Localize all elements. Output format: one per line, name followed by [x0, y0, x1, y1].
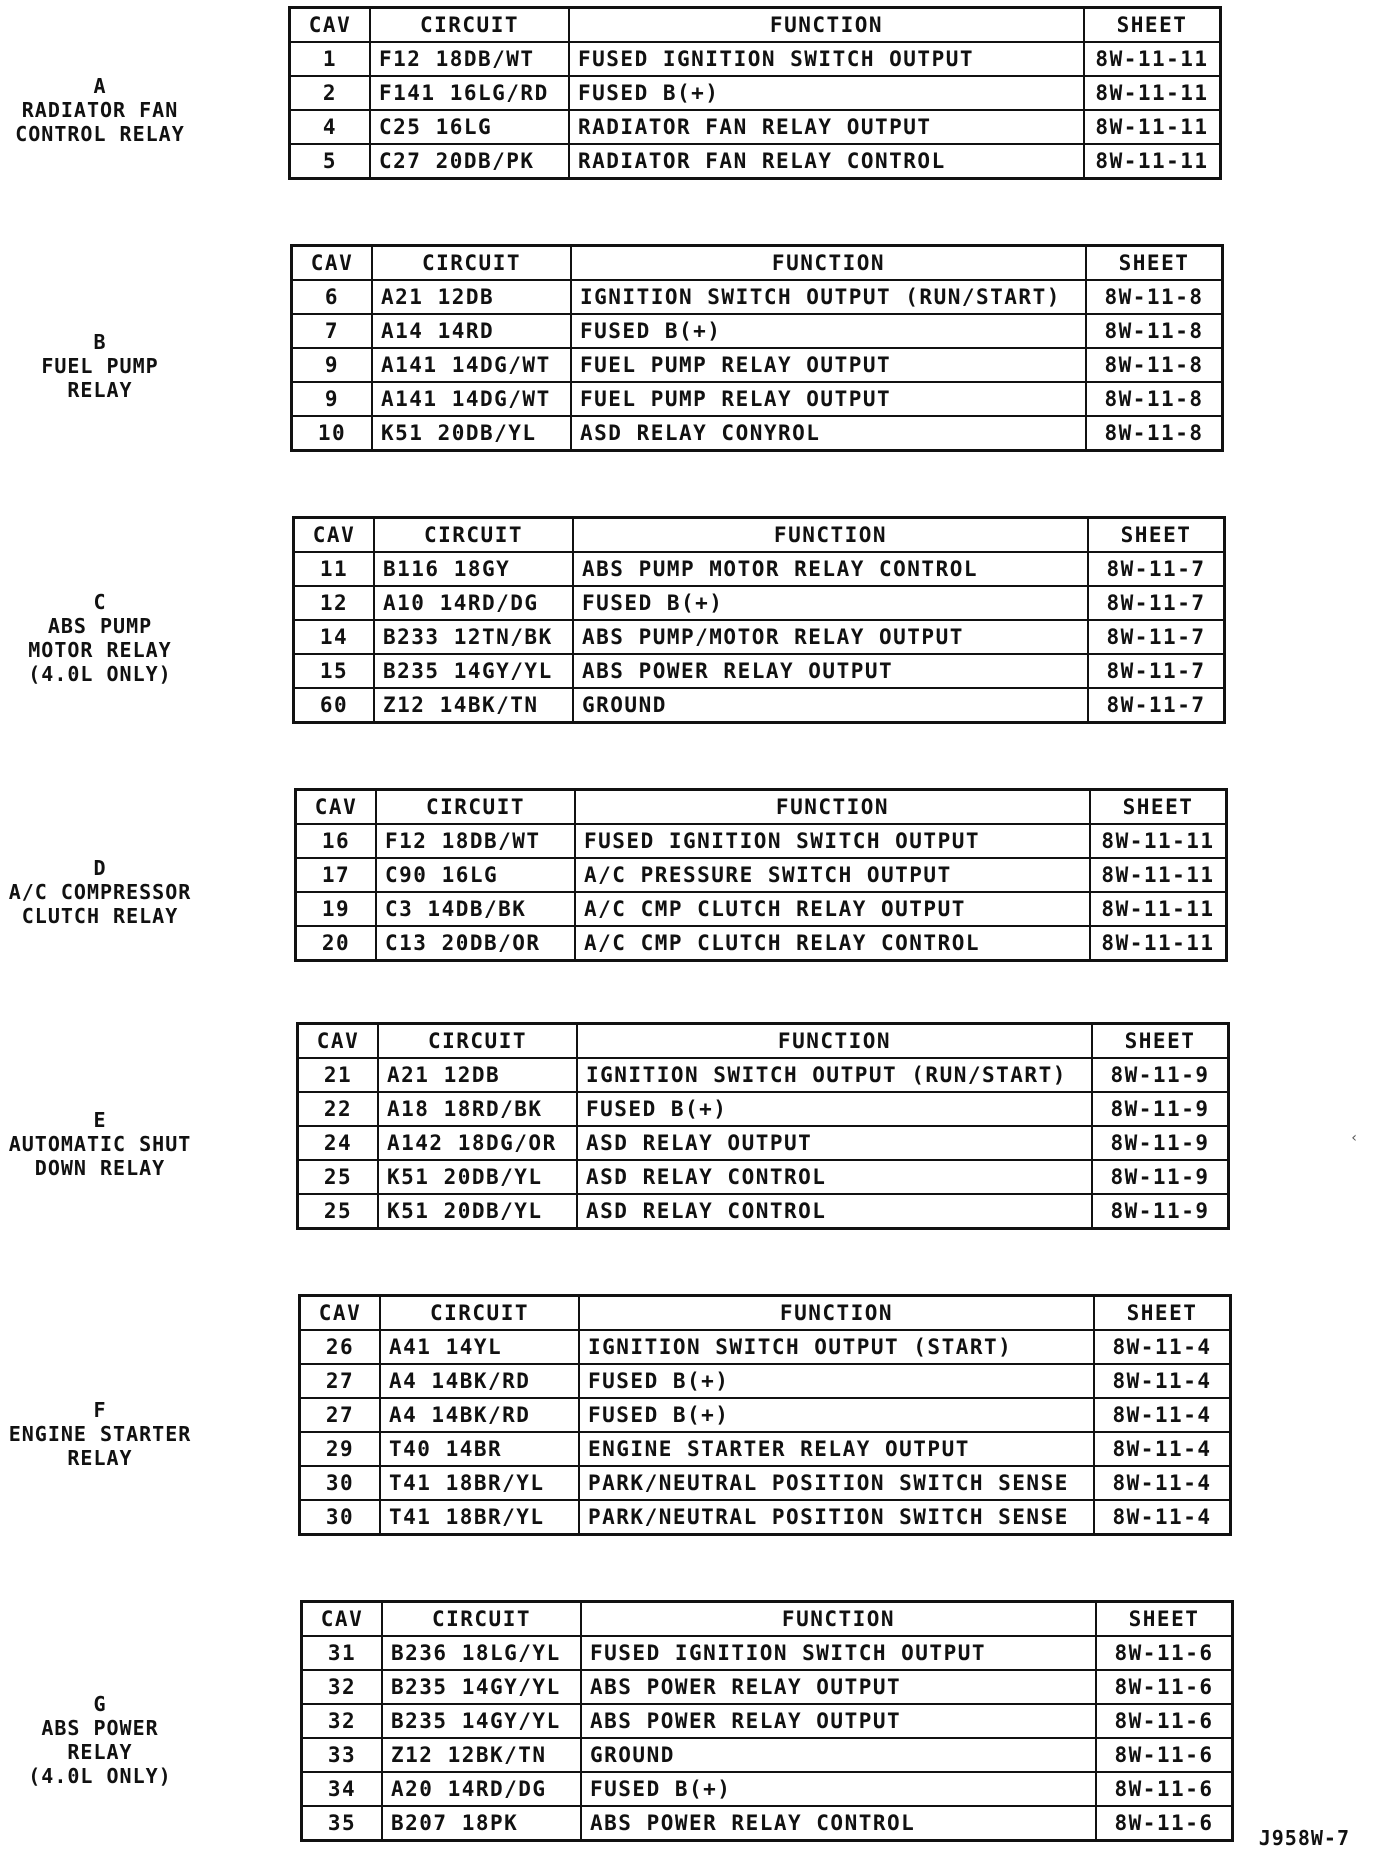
table-row — [296, 892, 1227, 926]
cell-circuit: B233 12TN/BK — [374, 620, 573, 654]
cell-function: ASD RELAY CONTROL — [577, 1194, 1092, 1229]
table-row — [294, 552, 1225, 586]
column-header-sheet: SHEET — [1086, 246, 1223, 281]
cell-sheet: 8W-11-8 — [1086, 382, 1223, 416]
column-header-function: FUNCTION — [581, 1602, 1096, 1637]
column-header-circuit: CIRCUIT — [378, 1024, 577, 1059]
cell-sheet: 8W-11-6 — [1096, 1738, 1233, 1772]
cell-circuit: K51 20DB/YL — [378, 1160, 577, 1194]
cell-circuit: C25 16LG — [370, 110, 569, 144]
cell-circuit: A21 12DB — [378, 1058, 577, 1092]
cell-cav: 20 — [296, 926, 377, 961]
cell-circuit: C3 14DB/BK — [376, 892, 575, 926]
column-header-function: FUNCTION — [579, 1296, 1094, 1331]
cell-function: ASD RELAY CONTROL — [577, 1160, 1092, 1194]
cell-function: ABS PUMP/MOTOR RELAY OUTPUT — [573, 620, 1088, 654]
cell-circuit: A141 14DG/WT — [372, 348, 571, 382]
cell-function: ABS PUMP MOTOR RELAY CONTROL — [573, 552, 1088, 586]
table-row — [296, 824, 1227, 858]
column-header-sheet: SHEET — [1084, 8, 1221, 43]
column-header-cav: CAV — [292, 246, 373, 281]
table-row — [290, 110, 1221, 144]
cell-circuit: C90 16LG — [376, 858, 575, 892]
connector-table — [288, 6, 1222, 180]
relay-label-line: CONTROL RELAY — [15, 122, 185, 146]
cell-circuit: A41 14YL — [380, 1330, 579, 1364]
relay-label — [0, 1108, 200, 1180]
column-header-circuit: CIRCUIT — [382, 1602, 581, 1637]
cell-sheet: 8W-11-7 — [1088, 552, 1225, 586]
relay-label-line: CLUTCH RELAY — [21, 904, 179, 928]
table-header-row — [302, 1602, 1233, 1637]
relay-label-line: (4.0L ONLY) — [28, 1764, 172, 1788]
table-row — [302, 1806, 1233, 1841]
cell-circuit: T41 18BR/YL — [380, 1500, 579, 1535]
cell-cav: 30 — [300, 1500, 381, 1535]
relay-label-line: B — [93, 330, 107, 354]
relay-label-line: RELAY — [67, 1740, 133, 1764]
cell-function: FUEL PUMP RELAY OUTPUT — [571, 382, 1086, 416]
cell-function: FUSED B(+) — [579, 1364, 1094, 1398]
cell-function: A/C CMP CLUTCH RELAY OUTPUT — [575, 892, 1090, 926]
table-row — [298, 1092, 1229, 1126]
cell-cav: 27 — [300, 1364, 381, 1398]
relay-label-line: A/C COMPRESSOR — [8, 880, 192, 904]
cell-circuit: A20 14RD/DG — [382, 1772, 581, 1806]
table-row — [300, 1500, 1231, 1535]
relay-label — [0, 856, 200, 928]
column-header-cav: CAV — [298, 1024, 379, 1059]
column-header-sheet: SHEET — [1088, 518, 1225, 553]
column-header-circuit: CIRCUIT — [370, 8, 569, 43]
column-header-circuit: CIRCUIT — [376, 790, 575, 825]
cell-cav: 29 — [300, 1432, 381, 1466]
table-row — [302, 1738, 1233, 1772]
table-row — [298, 1058, 1229, 1092]
cell-sheet: 8W-11-11 — [1084, 42, 1221, 76]
cell-cav: 31 — [302, 1636, 383, 1670]
cell-function: IGNITION SWITCH OUTPUT (RUN/START) — [577, 1058, 1092, 1092]
connector-table — [294, 788, 1228, 962]
cell-circuit: T41 18BR/YL — [380, 1466, 579, 1500]
cell-function: FUSED IGNITION SWITCH OUTPUT — [569, 42, 1084, 76]
cell-function: FUSED IGNITION SWITCH OUTPUT — [575, 824, 1090, 858]
cell-cav: 32 — [302, 1670, 383, 1704]
relay-label-line: DOWN RELAY — [34, 1156, 166, 1180]
relay-label-line: ABS POWER — [41, 1716, 159, 1740]
cell-sheet: 8W-11-4 — [1094, 1364, 1231, 1398]
cell-cav: 24 — [298, 1126, 379, 1160]
cell-circuit: F12 18DB/WT — [370, 42, 569, 76]
table-row — [300, 1364, 1231, 1398]
cell-sheet: 8W-11-11 — [1084, 76, 1221, 110]
table-row — [300, 1432, 1231, 1466]
table-row — [302, 1772, 1233, 1806]
table-row — [294, 654, 1225, 688]
table-row — [290, 76, 1221, 110]
cell-cav: 27 — [300, 1398, 381, 1432]
cell-cav: 17 — [296, 858, 377, 892]
cell-function: GROUND — [581, 1738, 1096, 1772]
column-header-sheet: SHEET — [1096, 1602, 1233, 1637]
cell-sheet: 8W-11-9 — [1092, 1058, 1229, 1092]
cell-cav: 16 — [296, 824, 377, 858]
relay-label-line: A — [93, 74, 107, 98]
cell-function: ASD RELAY CONYROL — [571, 416, 1086, 451]
relay-label-line: (4.0L ONLY) — [28, 662, 172, 686]
relay-label-line: ENGINE STARTER — [8, 1422, 192, 1446]
cell-circuit: A21 12DB — [372, 280, 571, 314]
table-header-row — [300, 1296, 1231, 1331]
cell-function: IGNITION SWITCH OUTPUT (RUN/START) — [571, 280, 1086, 314]
cell-circuit: A14 14RD — [372, 314, 571, 348]
cell-sheet: 8W-11-11 — [1084, 144, 1221, 179]
cell-circuit: B235 14GY/YL — [382, 1670, 581, 1704]
relay-label-line: RELAY — [67, 378, 133, 402]
relay-label-line: MOTOR RELAY — [28, 638, 172, 662]
cell-sheet: 8W-11-9 — [1092, 1126, 1229, 1160]
cell-sheet: 8W-11-4 — [1094, 1398, 1231, 1432]
cell-sheet: 8W-11-8 — [1086, 348, 1223, 382]
cell-sheet: 8W-11-11 — [1090, 824, 1227, 858]
cell-sheet: 8W-11-4 — [1094, 1466, 1231, 1500]
relay-label-line: E — [93, 1108, 107, 1132]
cell-sheet: 8W-11-7 — [1088, 688, 1225, 723]
cell-sheet: 8W-11-8 — [1086, 314, 1223, 348]
cell-circuit: A18 18RD/BK — [378, 1092, 577, 1126]
cell-function: ABS POWER RELAY OUTPUT — [581, 1704, 1096, 1738]
cell-sheet: 8W-11-7 — [1088, 586, 1225, 620]
table-header-row — [292, 246, 1223, 281]
cell-function: FUSED IGNITION SWITCH OUTPUT — [581, 1636, 1096, 1670]
cell-function: IGNITION SWITCH OUTPUT (START) — [579, 1330, 1094, 1364]
cell-circuit: K51 20DB/YL — [378, 1194, 577, 1229]
cell-circuit: B116 18GY — [374, 552, 573, 586]
cell-function: FUSED B(+) — [579, 1398, 1094, 1432]
relay-label-line: FUEL PUMP — [41, 354, 159, 378]
cell-cav: 19 — [296, 892, 377, 926]
table-row — [294, 688, 1225, 723]
cell-function: A/C CMP CLUTCH RELAY CONTROL — [575, 926, 1090, 961]
table-row — [298, 1160, 1229, 1194]
cell-cav: 34 — [302, 1772, 383, 1806]
cell-cav: 6 — [292, 280, 373, 314]
cell-circuit: F12 18DB/WT — [376, 824, 575, 858]
connector-table — [290, 244, 1224, 452]
cell-cav: 4 — [290, 110, 371, 144]
column-header-cav: CAV — [290, 8, 371, 43]
cell-cav: 26 — [300, 1330, 381, 1364]
column-header-circuit: CIRCUIT — [380, 1296, 579, 1331]
cell-cav: 1 — [290, 42, 371, 76]
cell-cav: 2 — [290, 76, 371, 110]
column-header-cav: CAV — [300, 1296, 381, 1331]
cell-circuit: F141 16LG/RD — [370, 76, 569, 110]
cell-cav: 30 — [300, 1466, 381, 1500]
cell-sheet: 8W-11-11 — [1084, 110, 1221, 144]
column-header-function: FUNCTION — [577, 1024, 1092, 1059]
cell-function: FUEL PUMP RELAY OUTPUT — [571, 348, 1086, 382]
column-header-sheet: SHEET — [1092, 1024, 1229, 1059]
cell-function: ABS POWER RELAY OUTPUT — [573, 654, 1088, 688]
cell-circuit: A142 18DG/OR — [378, 1126, 577, 1160]
cell-circuit: K51 20DB/YL — [372, 416, 571, 451]
cell-sheet: 8W-11-9 — [1092, 1092, 1229, 1126]
cell-circuit: Z12 12BK/TN — [382, 1738, 581, 1772]
cell-function: A/C PRESSURE SWITCH OUTPUT — [575, 858, 1090, 892]
cell-cav: 35 — [302, 1806, 383, 1841]
table-row — [292, 314, 1223, 348]
column-header-circuit: CIRCUIT — [374, 518, 573, 553]
cell-function: GROUND — [573, 688, 1088, 723]
cell-function: ASD RELAY OUTPUT — [577, 1126, 1092, 1160]
cell-sheet: 8W-11-8 — [1086, 416, 1223, 451]
cell-cav: 9 — [292, 348, 373, 382]
relay-label — [0, 1692, 200, 1788]
cell-sheet: 8W-11-4 — [1094, 1500, 1231, 1535]
cell-sheet: 8W-11-11 — [1090, 892, 1227, 926]
relay-label — [0, 590, 200, 686]
relay-label-line: ABS PUMP — [47, 614, 153, 638]
relay-label-line: G — [93, 1692, 107, 1716]
cell-circuit: T40 14BR — [380, 1432, 579, 1466]
table-row — [298, 1126, 1229, 1160]
cell-cav: 7 — [292, 314, 373, 348]
table-row — [302, 1636, 1233, 1670]
relay-label — [0, 1398, 200, 1470]
relay-label-line: D — [93, 856, 107, 880]
cell-function: FUSED B(+) — [577, 1092, 1092, 1126]
table-row — [300, 1466, 1231, 1500]
cell-sheet: 8W-11-7 — [1088, 654, 1225, 688]
cell-cav: 32 — [302, 1704, 383, 1738]
cell-sheet: 8W-11-6 — [1096, 1704, 1233, 1738]
cell-sheet: 8W-11-6 — [1096, 1636, 1233, 1670]
cell-circuit: Z12 14BK/TN — [374, 688, 573, 723]
cell-cav: 25 — [298, 1160, 379, 1194]
table-row — [296, 926, 1227, 961]
table-header-row — [296, 790, 1227, 825]
cell-circuit: B235 14GY/YL — [382, 1704, 581, 1738]
cell-sheet: 8W-11-9 — [1092, 1194, 1229, 1229]
cell-cav: 14 — [294, 620, 375, 654]
cell-function: RADIATOR FAN RELAY CONTROL — [569, 144, 1084, 179]
cell-sheet: 8W-11-9 — [1092, 1160, 1229, 1194]
column-header-cav: CAV — [302, 1602, 383, 1637]
connector-table — [296, 1022, 1230, 1230]
cell-sheet: 8W-11-11 — [1090, 926, 1227, 961]
column-header-function: FUNCTION — [573, 518, 1088, 553]
cell-circuit: C13 20DB/OR — [376, 926, 575, 961]
cell-cav: 12 — [294, 586, 375, 620]
table-header-row — [298, 1024, 1229, 1059]
connector-table — [292, 516, 1226, 724]
stray-mark: ‹ — [1350, 1130, 1359, 1146]
cell-cav: 22 — [298, 1092, 379, 1126]
table-header-row — [290, 8, 1221, 43]
cell-cav: 5 — [290, 144, 371, 179]
cell-circuit: B236 18LG/YL — [382, 1636, 581, 1670]
cell-cav: 33 — [302, 1738, 383, 1772]
column-header-sheet: SHEET — [1094, 1296, 1231, 1331]
table-row — [290, 42, 1221, 76]
table-row — [292, 382, 1223, 416]
connector-table — [298, 1294, 1232, 1536]
column-header-sheet: SHEET — [1090, 790, 1227, 825]
table-row — [300, 1330, 1231, 1364]
column-header-circuit: CIRCUIT — [372, 246, 571, 281]
column-header-function: FUNCTION — [571, 246, 1086, 281]
cell-function: FUSED B(+) — [573, 586, 1088, 620]
cell-cav: 10 — [292, 416, 373, 451]
relay-label — [0, 74, 200, 146]
cell-function: RADIATOR FAN RELAY OUTPUT — [569, 110, 1084, 144]
relay-label — [0, 330, 200, 402]
cell-cav: 15 — [294, 654, 375, 688]
table-row — [290, 144, 1221, 179]
table-row — [302, 1670, 1233, 1704]
cell-function: ABS POWER RELAY OUTPUT — [581, 1670, 1096, 1704]
cell-cav: 25 — [298, 1194, 379, 1229]
column-header-cav: CAV — [296, 790, 377, 825]
cell-circuit: A141 14DG/WT — [372, 382, 571, 416]
relay-label-line: RELAY — [67, 1446, 133, 1470]
cell-sheet: 8W-11-6 — [1096, 1670, 1233, 1704]
cell-sheet: 8W-11-11 — [1090, 858, 1227, 892]
table-row — [294, 620, 1225, 654]
cell-function: FUSED B(+) — [569, 76, 1084, 110]
relay-label-line: AUTOMATIC SHUT — [8, 1132, 192, 1156]
cell-function: PARK/NEUTRAL POSITION SWITCH SENSE — [579, 1466, 1094, 1500]
table-row — [298, 1194, 1229, 1229]
cell-circuit: A10 14RD/DG — [374, 586, 573, 620]
table-row — [300, 1398, 1231, 1432]
cell-sheet: 8W-11-6 — [1096, 1772, 1233, 1806]
cell-circuit: C27 20DB/PK — [370, 144, 569, 179]
cell-sheet: 8W-11-8 — [1086, 280, 1223, 314]
cell-circuit: A4 14BK/RD — [380, 1364, 579, 1398]
cell-sheet: 8W-11-6 — [1096, 1806, 1233, 1841]
cell-circuit: A4 14BK/RD — [380, 1398, 579, 1432]
cell-function: FUSED B(+) — [581, 1772, 1096, 1806]
cell-function: ABS POWER RELAY CONTROL — [581, 1806, 1096, 1841]
table-row — [292, 348, 1223, 382]
table-row — [292, 280, 1223, 314]
relay-label-line: C — [93, 590, 107, 614]
figure-id: J958W-7 — [1258, 1826, 1350, 1850]
table-row — [292, 416, 1223, 451]
table-row — [302, 1704, 1233, 1738]
cell-sheet: 8W-11-4 — [1094, 1432, 1231, 1466]
connector-table — [300, 1600, 1234, 1842]
cell-function: ENGINE STARTER RELAY OUTPUT — [579, 1432, 1094, 1466]
relay-label-line: RADIATOR FAN — [21, 98, 179, 122]
cell-cav: 11 — [294, 552, 375, 586]
cell-sheet: 8W-11-4 — [1094, 1330, 1231, 1364]
cell-cav: 60 — [294, 688, 375, 723]
cell-circuit: B235 14GY/YL — [374, 654, 573, 688]
cell-function: PARK/NEUTRAL POSITION SWITCH SENSE — [579, 1500, 1094, 1535]
cell-function: FUSED B(+) — [571, 314, 1086, 348]
cell-sheet: 8W-11-7 — [1088, 620, 1225, 654]
table-row — [294, 586, 1225, 620]
table-header-row — [294, 518, 1225, 553]
column-header-cav: CAV — [294, 518, 375, 553]
cell-cav: 9 — [292, 382, 373, 416]
column-header-function: FUNCTION — [569, 8, 1084, 43]
column-header-function: FUNCTION — [575, 790, 1090, 825]
relay-label-line: F — [93, 1398, 107, 1422]
cell-cav: 21 — [298, 1058, 379, 1092]
table-row — [296, 858, 1227, 892]
cell-circuit: B207 18PK — [382, 1806, 581, 1841]
